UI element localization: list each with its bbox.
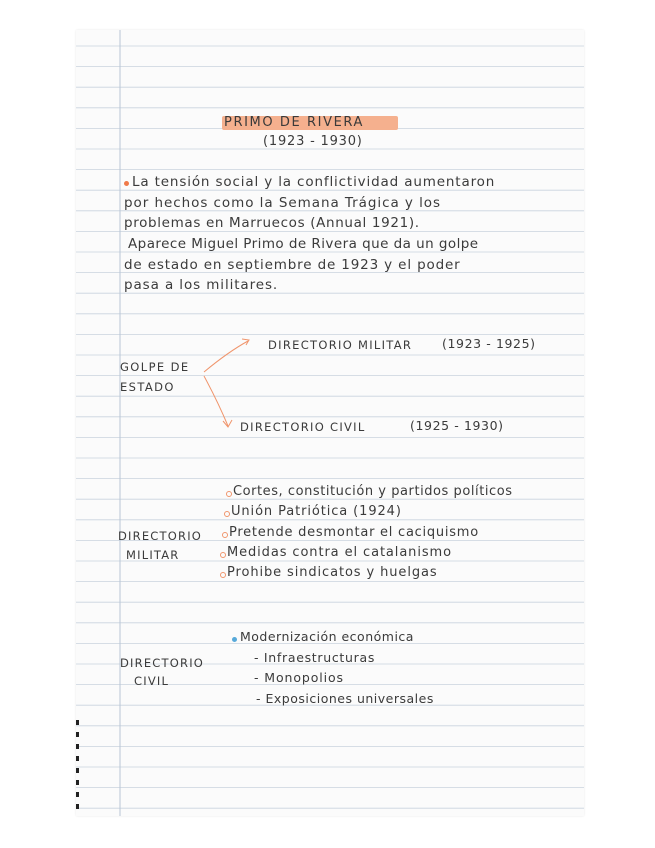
intro-line: por hechos como la Semana Trágica y los: [124, 195, 441, 211]
civil-heading: Modernización económica: [240, 629, 414, 644]
civil-bullet: [232, 637, 237, 642]
militar-label: DIRECTORIO: [118, 529, 203, 543]
militar-item: Cortes, constitución y partidos políticos: [233, 484, 513, 499]
civil-item: - Exposiciones universales: [256, 691, 434, 706]
branch-civil-years: (1925 - 1930): [410, 418, 504, 433]
branch-directorio-militar: DIRECTORIO MILITAR: [268, 338, 413, 352]
militar-item: Prohibe sindicatos y huelgas: [227, 565, 438, 580]
intro-line: de estado en septiembre de 1923 y el poder: [124, 257, 461, 273]
branch-militar-years: (1923 - 1925): [442, 336, 536, 351]
militar-bullet: [220, 552, 226, 558]
militar-item: Medidas contra el catalanismo: [227, 545, 452, 560]
intro-line: problemas en Marruecos (Annual 1921).: [124, 215, 420, 231]
notebook-page: [76, 30, 584, 816]
intro-line: La tensión social y la conflictividad aumentaron: [132, 174, 496, 190]
golpe-label: GOLPE DE: [120, 360, 190, 374]
golpe-label: ESTADO: [120, 380, 175, 394]
page-title: PRIMO DE RIVERA: [224, 115, 365, 130]
militar-label: MILITAR: [126, 548, 180, 562]
civil-label: DIRECTORIO: [120, 656, 205, 670]
branch-directorio-civil: DIRECTORIO CIVIL: [240, 420, 366, 434]
militar-bullet: [226, 491, 232, 497]
civil-label: CIVIL: [134, 674, 170, 688]
militar-bullet: [222, 532, 228, 538]
intro-line: pasa a los militares.: [124, 277, 279, 293]
militar-bullet: [220, 572, 226, 578]
militar-bullet: [224, 511, 230, 517]
civil-item: - Infraestructuras: [254, 650, 376, 665]
title-years: (1923 - 1930): [263, 134, 363, 149]
civil-item: - Monopolios: [254, 670, 344, 685]
intro-line: Aparece Miguel Primo de Rivera que da un golpe: [128, 236, 479, 252]
militar-item: Unión Patriótica (1924): [231, 504, 402, 519]
militar-item: Pretende desmontar el caciquismo: [229, 525, 479, 540]
